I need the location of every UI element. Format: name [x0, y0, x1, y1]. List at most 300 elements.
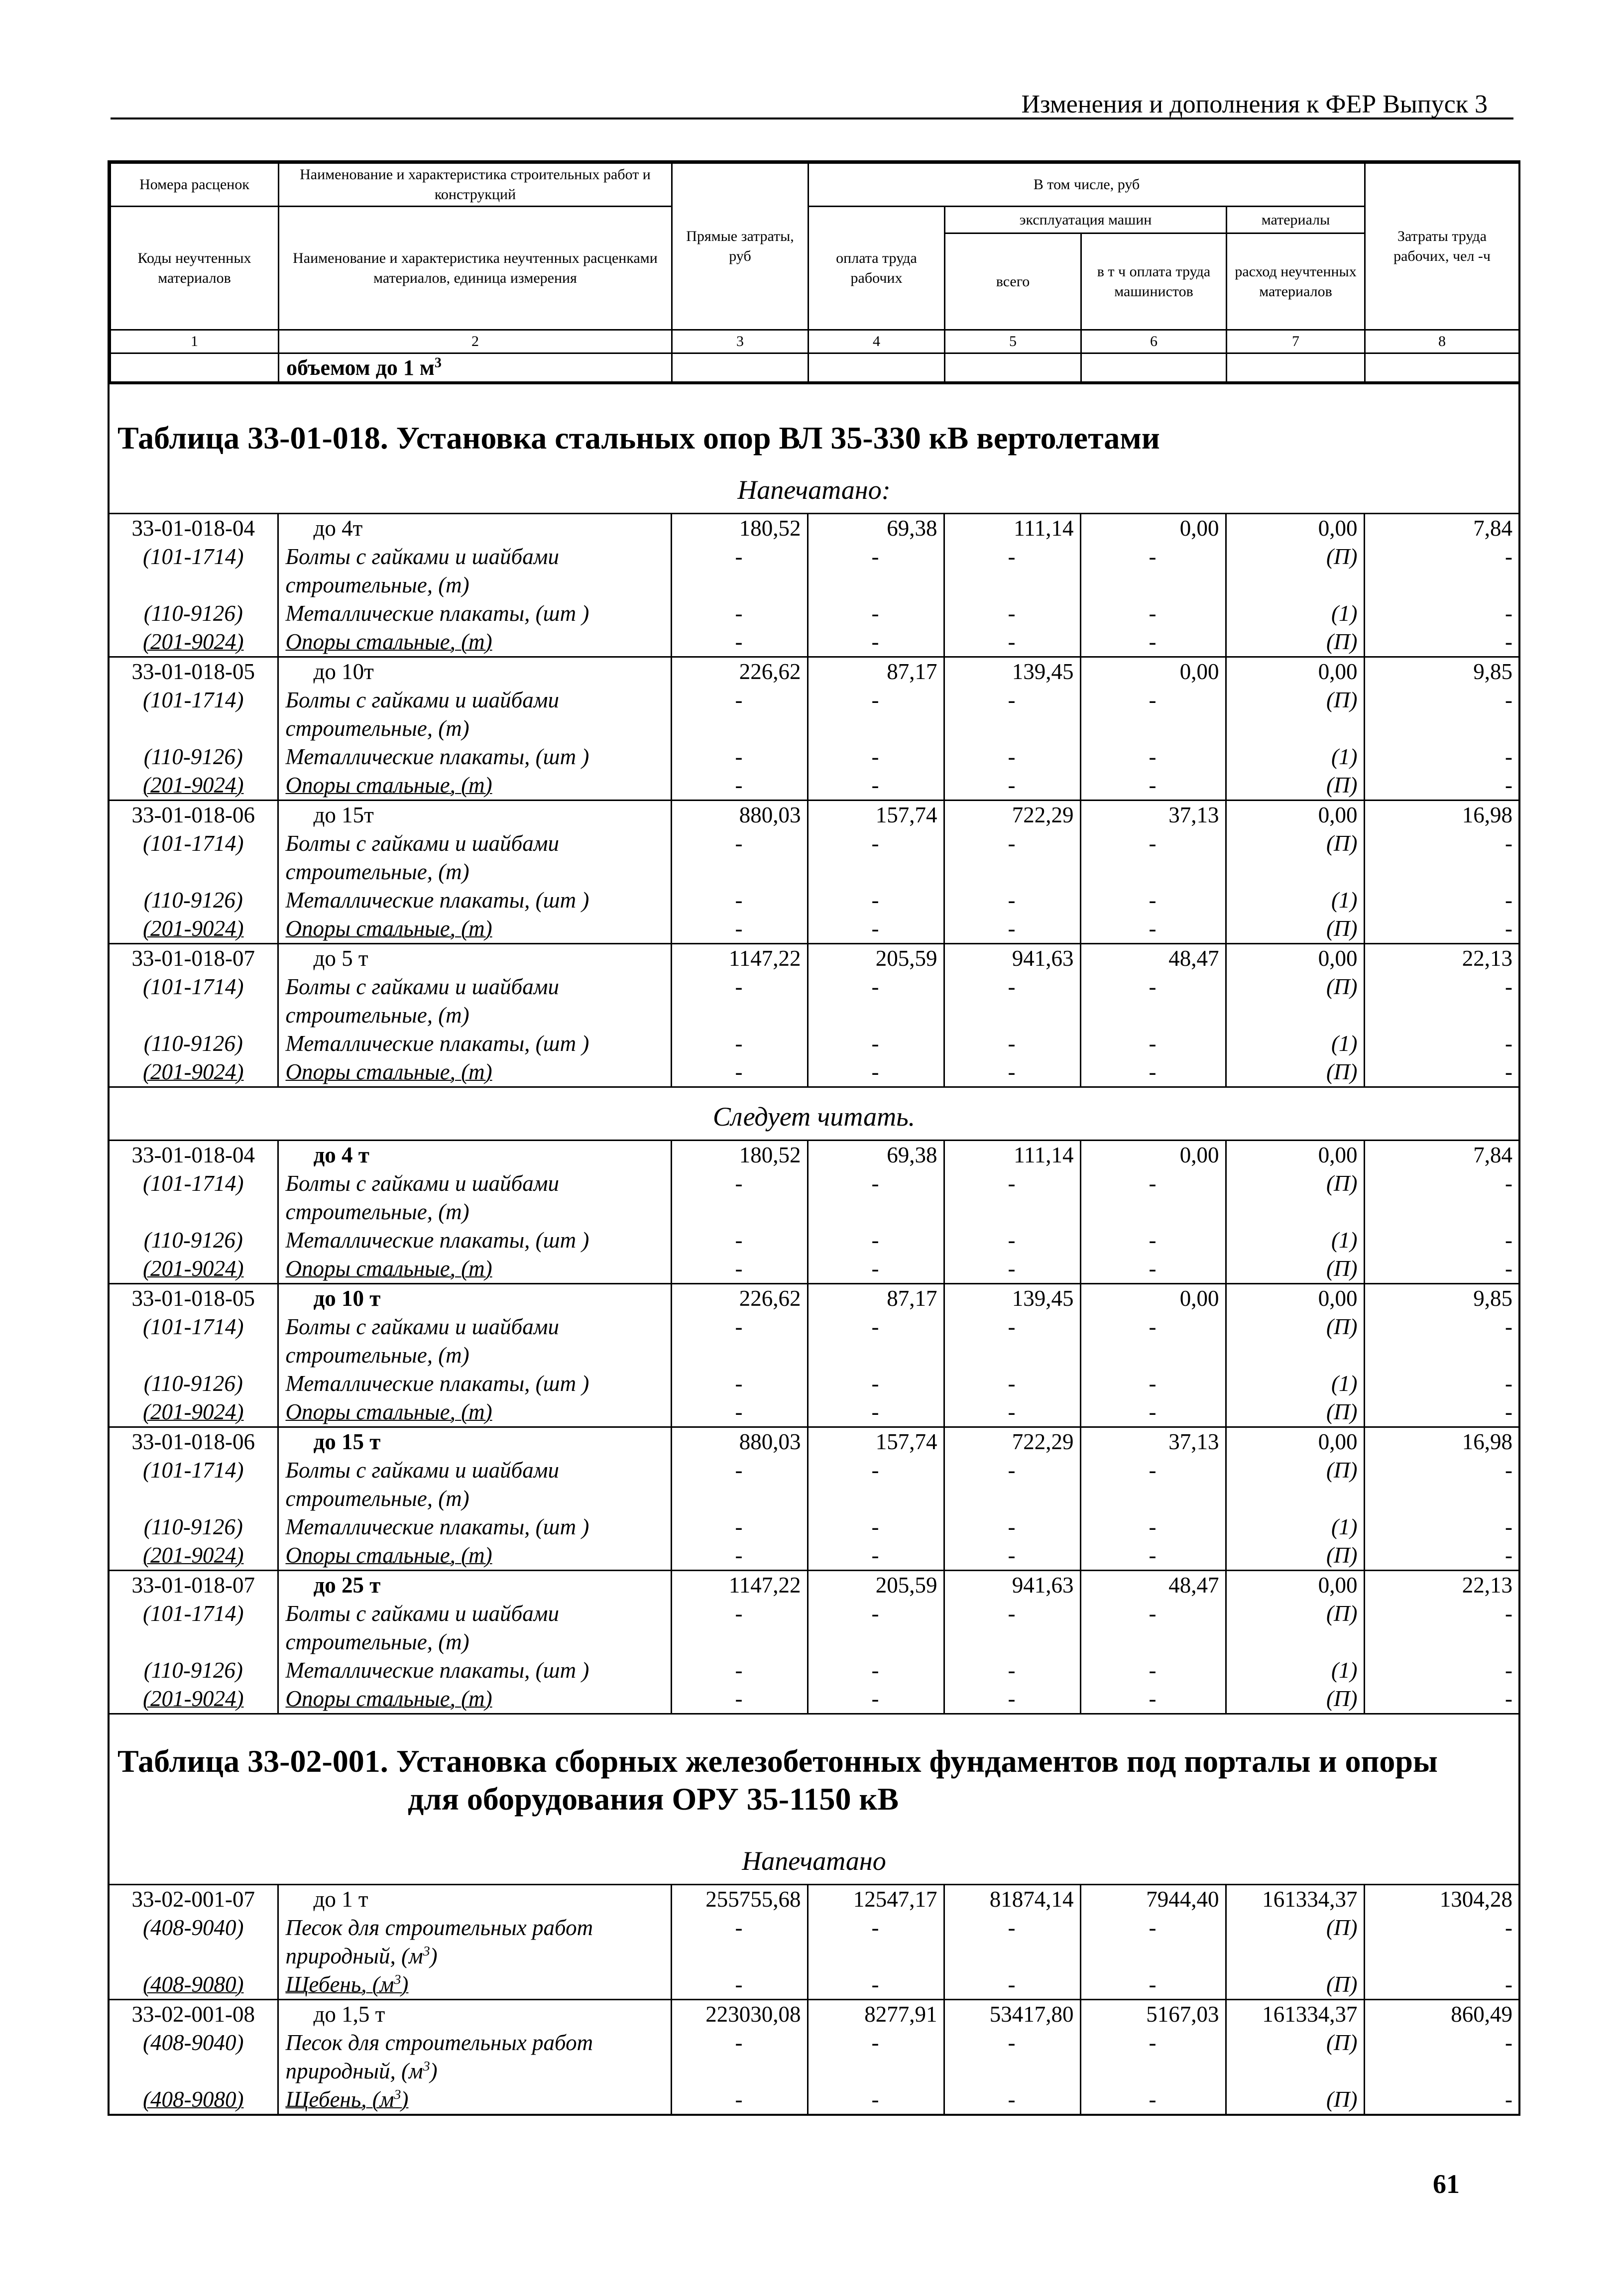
empty-value: -	[1080, 1169, 1226, 1198]
direct-costs: 180,52	[671, 1141, 808, 1170]
empty-cell	[944, 571, 1080, 599]
rate-code: 33-01-018-04	[110, 514, 278, 543]
material-row	[110, 1030, 1518, 1058]
empty-value: -	[671, 973, 808, 1001]
empty-value: -	[671, 1313, 808, 1341]
header-machines-operators: в т ч оплата труда машинистов	[1081, 233, 1227, 330]
empty-cell	[1080, 858, 1226, 886]
material-code: (110-9126)	[143, 1514, 243, 1539]
material-row	[110, 886, 1518, 915]
rate-name: до 4 т	[278, 1141, 671, 1170]
material-consumption: (П)	[1226, 1970, 1364, 2000]
rate-name: до 1,5 т	[278, 2000, 671, 2029]
empty-cell	[110, 1485, 278, 1513]
material-name: Болты с гайками и шайбами	[278, 829, 671, 858]
material-name: Металлические плакаты, (шт )	[278, 886, 671, 915]
printed-caption-2: Напечатано	[742, 1846, 886, 1876]
empty-cell	[808, 2057, 944, 2085]
empty-value: -	[808, 1656, 944, 1685]
materials: 0,00	[1226, 1284, 1364, 1313]
material-code: (408-9040)	[143, 2030, 244, 2055]
empty-value: -	[944, 1656, 1080, 1685]
material-name: Щебень, $(м^3)$	[278, 1970, 671, 2000]
table-row	[110, 1141, 1518, 1170]
empty-value: -	[671, 886, 808, 915]
labor-pay: 69,38	[808, 514, 944, 543]
empty-value: -	[1080, 1456, 1226, 1485]
material-name: Щебень, $(м^3)$	[278, 2085, 671, 2114]
material-row-continued	[110, 571, 1518, 599]
material-consumption: (П)	[1226, 1914, 1364, 1942]
labor-pay: 205,59	[808, 1571, 944, 1600]
material-code: (408-9080)	[143, 2087, 244, 2112]
empty-value: -	[1080, 1058, 1226, 1086]
material-code: (201-9024)	[143, 916, 244, 941]
rate-name: до 1 т	[278, 1885, 671, 1914]
machines-operators: 48,47	[1080, 944, 1226, 973]
empty-value: -	[944, 2029, 1080, 2057]
labor-cost: 1304,28	[1364, 1885, 1518, 1914]
machines-total: 722,29	[944, 1427, 1080, 1457]
empty-value: -	[1364, 1255, 1518, 1284]
material-row	[110, 1456, 1518, 1485]
empty-value: -	[944, 1370, 1080, 1398]
table-row	[110, 1571, 1518, 1600]
material-row-continued	[110, 714, 1518, 743]
material-name: Металлические плакаты, (шт )	[278, 1030, 671, 1058]
empty-cell	[944, 1485, 1080, 1513]
section-33-02-001	[110, 1713, 1518, 2114]
empty-cell	[808, 1485, 944, 1513]
empty-value: -	[1080, 1030, 1226, 1058]
materials: 0,00	[1226, 944, 1364, 973]
labor-pay: 157,74	[808, 1427, 944, 1457]
material-consumption: (1)	[1226, 743, 1364, 771]
empty-value: -	[1080, 1685, 1226, 1713]
material-consumption: (П)	[1226, 2029, 1364, 2057]
empty-cell	[1226, 1628, 1364, 1656]
rate-name: до 15 т	[278, 1427, 671, 1457]
empty-value: -	[808, 1255, 944, 1284]
empty-value: -	[1364, 829, 1518, 858]
direct-costs: 226,62	[671, 1284, 808, 1313]
empty-value: -	[944, 829, 1080, 858]
empty-cell	[671, 1485, 808, 1513]
rate-code: 33-02-001-08	[110, 2000, 278, 2029]
material-consumption: (П)	[1226, 771, 1364, 801]
rate-name: до 5 т	[278, 944, 671, 973]
printed-caption: Напечатано:	[737, 475, 891, 505]
empty-cell	[1364, 858, 1518, 886]
header-codes-top: Номера расценок	[111, 163, 279, 207]
material-code: (101-1714)	[143, 688, 244, 712]
empty-value: -	[1080, 1398, 1226, 1427]
empty-cell	[1364, 1198, 1518, 1226]
material-name: Болты с гайками и шайбами	[278, 1456, 671, 1485]
empty-value: -	[944, 1030, 1080, 1058]
material-row	[110, 1169, 1518, 1198]
empty-value: -	[944, 1058, 1080, 1086]
material-code: (101-1714)	[143, 1458, 244, 1483]
material-name-continued: строительные, (т)	[278, 1198, 671, 1226]
empty-value: -	[671, 1541, 808, 1571]
empty-cell	[808, 714, 944, 743]
material-row	[110, 2085, 1518, 2114]
empty-cell	[1226, 1001, 1364, 1030]
direct-costs: 223030,08	[671, 2000, 808, 2029]
empty-value: -	[808, 1914, 944, 1942]
empty-value: -	[808, 1058, 944, 1086]
materials: 161334,37	[1226, 2000, 1364, 2029]
empty-value: -	[671, 1513, 808, 1541]
table-row	[110, 1885, 1518, 1914]
empty-value: -	[671, 1970, 808, 2000]
header-materials-sub: расход неучтенных материалов	[1227, 233, 1365, 330]
empty-value: -	[671, 628, 808, 657]
empty-cell	[671, 1001, 808, 1030]
empty-cell	[1226, 1198, 1364, 1226]
material-consumption: (1)	[1226, 1226, 1364, 1255]
empty-cell	[808, 858, 944, 886]
material-consumption: (1)	[1226, 1656, 1364, 1685]
empty-value: -	[671, 1685, 808, 1713]
direct-costs: 226,62	[671, 657, 808, 687]
column-number: 2	[279, 330, 672, 353]
material-name: Опоры стальные, (т)	[278, 1398, 671, 1427]
material-consumption: (1)	[1226, 1370, 1364, 1398]
empty-cell	[1080, 1628, 1226, 1656]
material-code: (201-9024)	[143, 629, 244, 654]
material-name: Металлические плакаты, (шт )	[278, 1226, 671, 1255]
material-row	[110, 1255, 1518, 1284]
empty-value: -	[944, 1970, 1080, 2000]
material-row	[110, 1600, 1518, 1628]
empty-value: -	[1364, 1685, 1518, 1713]
header-machines: эксплуатация машин	[945, 207, 1227, 233]
material-name: Болты с гайками и шайбами	[278, 686, 671, 714]
material-row	[110, 599, 1518, 628]
empty-cell	[944, 1198, 1080, 1226]
machines-total: 941,63	[944, 1571, 1080, 1600]
material-consumption: (1)	[1226, 1513, 1364, 1541]
empty-value: -	[808, 599, 944, 628]
empty-value: -	[1080, 743, 1226, 771]
material-name: Опоры стальные, (т)	[278, 1541, 671, 1571]
material-consumption: (П)	[1226, 915, 1364, 944]
column-number: 4	[809, 330, 945, 353]
labor-pay: 8277,91	[808, 2000, 944, 2029]
empty-cell	[1226, 2057, 1364, 2085]
direct-costs: 255755,68	[671, 1885, 808, 1914]
carryover-label: объемом до 1 $м^3$	[279, 353, 672, 382]
empty-value: -	[1080, 886, 1226, 915]
material-row	[110, 1970, 1518, 2000]
rate-code: 33-01-018-07	[110, 944, 278, 973]
table-header	[110, 162, 1520, 383]
materials: 0,00	[1226, 514, 1364, 543]
empty-cell	[1364, 1942, 1518, 1970]
material-consumption: (П)	[1226, 1255, 1364, 1284]
empty-cell	[671, 1628, 808, 1656]
empty-value: -	[1080, 829, 1226, 858]
material-code: (110-9126)	[143, 601, 243, 626]
material-name-continued: строительные, (т)	[278, 1485, 671, 1513]
printed-rows-2	[110, 1884, 1518, 2114]
printed-rows	[110, 513, 1518, 1086]
empty-cell	[110, 858, 278, 886]
empty-value: -	[808, 1600, 944, 1628]
empty-value: -	[1364, 1226, 1518, 1255]
material-name: Болты с гайками и шайбами	[278, 973, 671, 1001]
direct-costs: 880,03	[671, 801, 808, 830]
material-name-continued: строительные, (т)	[278, 714, 671, 743]
empty-cell	[671, 714, 808, 743]
material-consumption: (П)	[1226, 1398, 1364, 1427]
empty-cell	[808, 1198, 944, 1226]
direct-costs: 880,03	[671, 1427, 808, 1457]
material-code: (201-9024)	[143, 1059, 244, 1084]
material-consumption: (П)	[1226, 543, 1364, 571]
empty-value: -	[944, 2085, 1080, 2114]
read-caption: Следует читать.	[712, 1102, 916, 1132]
empty-cell	[808, 1942, 944, 1970]
material-name: Болты с гайками и шайбами	[278, 1313, 671, 1341]
table-title-2: Таблица 33-02-001. Установка сборных железобетонных фундаментов под порталы и опоры для оборудования ОРУ 35-1150 кВ	[117, 1743, 1438, 1817]
material-name-continued: строительные, (т)	[278, 1001, 671, 1030]
machines-total: 139,45	[944, 657, 1080, 687]
machines-operators: 0,00	[1080, 514, 1226, 543]
empty-value: -	[671, 2029, 808, 2057]
empty-cell	[110, 1198, 278, 1226]
empty-value: -	[1364, 1656, 1518, 1685]
empty-value: -	[1364, 543, 1518, 571]
material-code: (101-1714)	[143, 544, 244, 569]
empty-value: -	[1364, 1456, 1518, 1485]
machines-operators: 7944,40	[1080, 1885, 1226, 1914]
empty-value: -	[1080, 1255, 1226, 1284]
material-name: Опоры стальные, (т)	[278, 1058, 671, 1086]
material-row	[110, 973, 1518, 1001]
empty-value: -	[671, 1058, 808, 1086]
material-code: (101-1714)	[143, 1314, 244, 1339]
empty-value: -	[1364, 628, 1518, 657]
empty-cell	[1226, 858, 1364, 886]
material-row-continued	[110, 1341, 1518, 1370]
machines-total: 139,45	[944, 1284, 1080, 1313]
empty-cell	[671, 2057, 808, 2085]
empty-value: -	[1364, 1970, 1518, 2000]
empty-cell	[944, 1628, 1080, 1656]
empty-cell	[110, 714, 278, 743]
empty-cell	[944, 1942, 1080, 1970]
empty-value: -	[808, 1169, 944, 1198]
empty-value: -	[944, 1685, 1080, 1713]
empty-value: -	[671, 1398, 808, 1427]
empty-value: -	[1364, 1313, 1518, 1341]
material-row	[110, 686, 1518, 714]
material-row	[110, 1914, 1518, 1942]
material-code: (408-9080)	[143, 1972, 244, 1997]
rate-code: 33-01-018-04	[110, 1141, 278, 1170]
labor-cost: 22,13	[1364, 944, 1518, 973]
material-consumption: (П)	[1226, 829, 1364, 858]
material-row	[110, 1656, 1518, 1685]
material-code: (110-9126)	[143, 888, 243, 913]
empty-value: -	[1080, 628, 1226, 657]
material-row	[110, 1058, 1518, 1086]
material-code: (201-9024)	[143, 1543, 244, 1568]
empty-value: -	[671, 915, 808, 944]
empty-cell	[110, 1628, 278, 1656]
header-name-bottom: Наименование и характеристика неучтенных расценками материалов, единица измерения	[279, 207, 672, 330]
price-table	[108, 160, 1520, 2116]
empty-value: -	[944, 1513, 1080, 1541]
machines-total: 111,14	[944, 514, 1080, 543]
material-code: (201-9024)	[143, 1256, 244, 1281]
empty-value: -	[671, 1370, 808, 1398]
material-code: (110-9126)	[143, 744, 243, 769]
materials: 0,00	[1226, 657, 1364, 687]
material-row	[110, 2029, 1518, 2057]
header-including: В том числе, руб	[809, 163, 1365, 207]
material-consumption: (1)	[1226, 599, 1364, 628]
material-row	[110, 1370, 1518, 1398]
material-name-continued: строительные, (т)	[278, 858, 671, 886]
empty-value: -	[1080, 1970, 1226, 2000]
material-code: (101-1714)	[143, 974, 244, 999]
empty-value: -	[944, 686, 1080, 714]
materials: 0,00	[1226, 1571, 1364, 1600]
empty-value: -	[944, 886, 1080, 915]
material-name: Металлические плакаты, (шт )	[278, 599, 671, 628]
material-row-continued	[110, 858, 1518, 886]
material-row	[110, 915, 1518, 944]
material-name-continued: строительные, (т)	[278, 1341, 671, 1370]
empty-value: -	[671, 1226, 808, 1255]
empty-value: -	[1364, 599, 1518, 628]
empty-value: -	[1364, 1398, 1518, 1427]
empty-cell	[1226, 571, 1364, 599]
direct-costs: 180,52	[671, 514, 808, 543]
page-number: 61	[1433, 2169, 1460, 2199]
empty-value: -	[808, 829, 944, 858]
empty-cell	[1364, 1341, 1518, 1370]
material-consumption: (1)	[1226, 886, 1364, 915]
material-consumption: (П)	[1226, 1541, 1364, 1571]
table-title: Таблица 33-01-018. Установка стальных опор ВЛ 35-330 кВ вертолетами	[117, 420, 1160, 456]
empty-cell	[1364, 1001, 1518, 1030]
material-row	[110, 1513, 1518, 1541]
empty-value: -	[1080, 543, 1226, 571]
material-code: (101-1714)	[143, 831, 244, 856]
materials: 0,00	[1226, 801, 1364, 830]
material-row	[110, 1226, 1518, 1255]
table-row	[110, 801, 1518, 830]
empty-cell	[671, 1198, 808, 1226]
empty-value: -	[671, 771, 808, 801]
column-number: 8	[1365, 330, 1519, 353]
material-code: (201-9024)	[143, 1686, 244, 1711]
empty-value: -	[1080, 1370, 1226, 1398]
material-consumption: (П)	[1226, 973, 1364, 1001]
empty-value: -	[1364, 915, 1518, 944]
empty-value: -	[1364, 2029, 1518, 2057]
material-code: (110-9126)	[143, 1228, 243, 1253]
empty-value: -	[1080, 915, 1226, 944]
material-consumption: (П)	[1226, 686, 1364, 714]
empty-value: -	[808, 1398, 944, 1427]
material-row	[110, 1541, 1518, 1571]
material-name-continued: природный, $(м^3)$	[278, 2057, 671, 2085]
empty-value: -	[1080, 1226, 1226, 1255]
material-consumption: (1)	[1226, 1030, 1364, 1058]
empty-value: -	[671, 1456, 808, 1485]
empty-value: -	[808, 628, 944, 657]
material-consumption: (П)	[1226, 1058, 1364, 1086]
material-row-continued	[110, 1942, 1518, 1970]
empty-value: -	[1080, 2085, 1226, 2114]
labor-pay: 87,17	[808, 657, 944, 687]
empty-cell	[1080, 1001, 1226, 1030]
empty-cell	[944, 858, 1080, 886]
labor-pay: 69,38	[808, 1141, 944, 1170]
empty-value: -	[671, 2085, 808, 2114]
empty-value: -	[808, 543, 944, 571]
material-consumption: (П)	[1226, 1600, 1364, 1628]
labor-cost: 9,85	[1364, 657, 1518, 687]
empty-cell	[671, 1942, 808, 1970]
empty-value: -	[671, 1030, 808, 1058]
materials: 0,00	[1226, 1141, 1364, 1170]
material-name: Песок для строительных работ	[278, 1914, 671, 1942]
empty-value: -	[1364, 1058, 1518, 1086]
empty-value: -	[671, 1656, 808, 1685]
material-row	[110, 1685, 1518, 1713]
empty-value: -	[671, 1914, 808, 1942]
empty-cell	[671, 571, 808, 599]
empty-cell	[1364, 571, 1518, 599]
empty-value: -	[1080, 1541, 1226, 1571]
empty-value: -	[944, 771, 1080, 801]
empty-value: -	[944, 543, 1080, 571]
empty-value: -	[808, 1970, 944, 2000]
rate-code: 33-01-018-06	[110, 1427, 278, 1457]
empty-cell	[110, 1942, 278, 1970]
material-code: (110-9126)	[143, 1658, 243, 1683]
column-number: 5	[945, 330, 1081, 353]
material-code: (101-1714)	[143, 1171, 244, 1196]
machines-total: 941,63	[944, 944, 1080, 973]
empty-cell	[1226, 1341, 1364, 1370]
empty-value: -	[808, 743, 944, 771]
empty-value: -	[1080, 1513, 1226, 1541]
empty-value: -	[671, 599, 808, 628]
material-row	[110, 543, 1518, 571]
empty-cell	[671, 858, 808, 886]
material-name: Болты с гайками и шайбами	[278, 543, 671, 571]
empty-value: -	[944, 1914, 1080, 1942]
empty-value: -	[808, 686, 944, 714]
material-name: Болты с гайками и шайбами	[278, 1600, 671, 1628]
material-name: Опоры стальные, (т)	[278, 1685, 671, 1713]
empty-value: -	[944, 1255, 1080, 1284]
section-33-01-018	[110, 383, 1518, 1713]
material-name: Металлические плакаты, (шт )	[278, 1370, 671, 1398]
empty-value: -	[1080, 973, 1226, 1001]
empty-value: -	[808, 973, 944, 1001]
material-name: Опоры стальные, (т)	[278, 628, 671, 657]
material-consumption: (П)	[1226, 1456, 1364, 1485]
